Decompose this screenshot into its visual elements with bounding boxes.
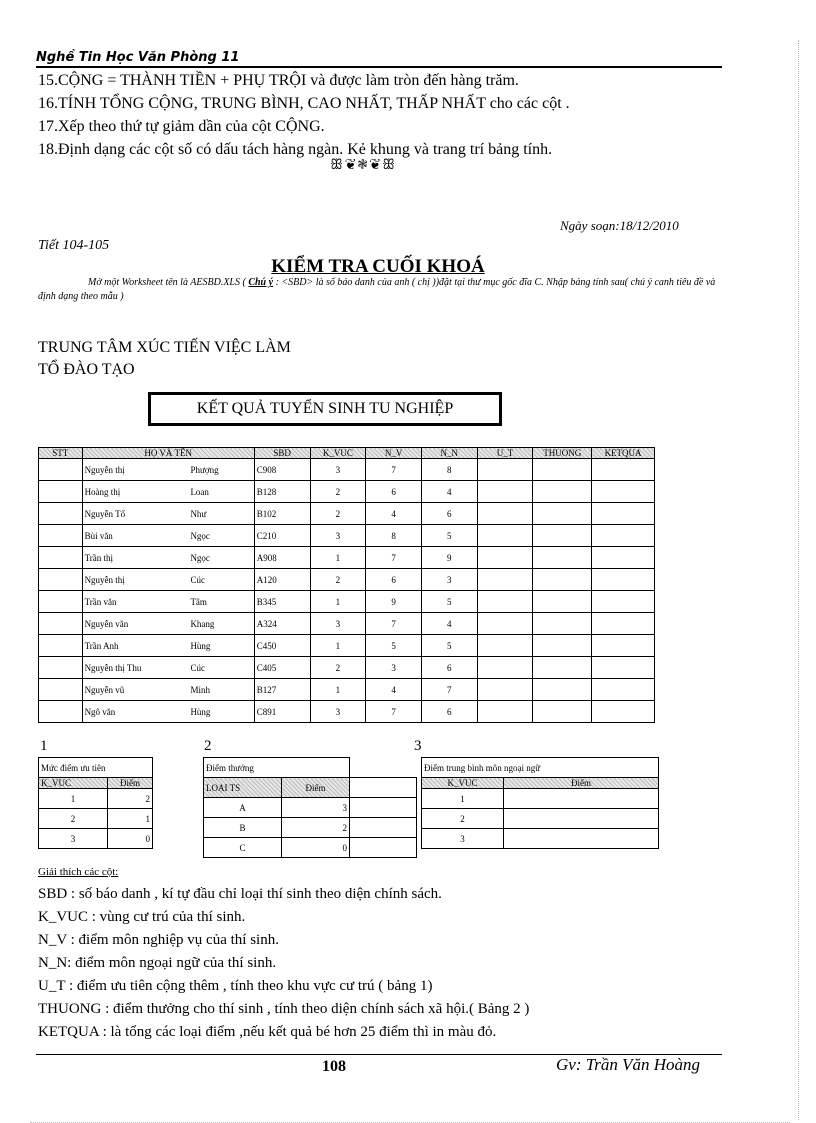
cell-sbd: A908 (254, 547, 310, 569)
table1-number: 1 (40, 738, 48, 754)
intro-paragraph (38, 276, 718, 304)
instruction-18: 18.Định dạng các cột số có dấu tách hàng ngàn. Kẻ khung và trang trí bảng tính. (38, 141, 553, 158)
author-name: Gv: Trần Văn Hoàng (556, 1055, 701, 1074)
instruction-17: 17.Xếp theo thứ tự giảm dần của cột CỘNG. (38, 118, 325, 135)
cell-nv: 8 (366, 525, 422, 547)
cell-nv: 7 (366, 613, 422, 635)
header-sbd: SBD (254, 448, 310, 459)
cell-ketqua (592, 459, 655, 481)
table-row (39, 657, 655, 679)
cell-stt (39, 635, 83, 657)
cell-nn: 5 (421, 525, 477, 547)
cell-key: 3 (39, 829, 108, 849)
cell-ketqua (592, 569, 655, 591)
table-row (39, 701, 655, 723)
cell-ten: Cúc (188, 569, 254, 591)
cell-ut (477, 701, 533, 723)
cell-blank (350, 838, 417, 858)
cell-ut (477, 635, 533, 657)
cell-sbd: C405 (254, 657, 310, 679)
cell-thuong (533, 613, 592, 635)
table-row (39, 503, 655, 525)
table2-header-diem: Điểm (282, 778, 350, 798)
table-row (422, 809, 659, 829)
cell-ten: Cúc (188, 657, 254, 679)
cell-nn: 9 (421, 547, 477, 569)
cell-stt (39, 569, 83, 591)
header-k-vuc: K_VUC (310, 448, 366, 459)
cell-ut (477, 569, 533, 591)
cell-kvuc: 1 (310, 591, 366, 613)
cell-sbd: B128 (254, 481, 310, 503)
cell-thuong (533, 657, 592, 679)
cell-nv: 3 (366, 657, 422, 679)
table-row (39, 481, 655, 503)
cell-ketqua (592, 547, 655, 569)
cell-value: 0 (108, 829, 153, 849)
cell-ten: Phượng (188, 459, 254, 481)
cell-value: 0 (282, 838, 350, 858)
cell-kvuc: 2 (310, 503, 366, 525)
cell-key: 2 (39, 809, 108, 829)
cell-ten: Minh (188, 679, 254, 701)
cell-nn: 6 (421, 701, 477, 723)
cell-key: 1 (422, 789, 504, 809)
table-row (204, 818, 417, 838)
org-line-1: TRUNG TÂM XÚC TIẾN VIỆC LÀM (38, 339, 291, 356)
cell-thuong (533, 459, 592, 481)
intro-part2: : <SBD> là số báo danh của anh ( chị ))đặt tại thư mục gốc đĩa C. Nhập bảng tính sau( chú ý canh tiêu đề và định dạng theo mẫu ) (38, 277, 716, 302)
explanation-nn: N_N: điểm môn ngoại ngữ của thí sinh. (38, 955, 277, 971)
cell-stt (39, 525, 83, 547)
table-row (39, 789, 153, 809)
table-row (204, 838, 417, 858)
cell-ho: Nguyễn thị (82, 569, 188, 591)
cell-thuong (533, 635, 592, 657)
table3-title: Điểm trung bình môn ngoại ngữ (422, 758, 659, 778)
cell-ut (477, 503, 533, 525)
cell-value: 2 (282, 818, 350, 838)
cell-ut (477, 525, 533, 547)
cell-nn: 7 (421, 679, 477, 701)
cell-nv: 9 (366, 591, 422, 613)
table1-header-diem: Điểm (108, 778, 153, 789)
cell-thuong (533, 701, 592, 723)
cell-kvuc: 3 (310, 701, 366, 723)
cell-kvuc: 2 (310, 481, 366, 503)
cell-thuong (533, 481, 592, 503)
table1-header-kvuc: K_VUC (39, 778, 108, 789)
table1-priority-points (38, 757, 153, 849)
cell-ut (477, 591, 533, 613)
header-n-v: N_V (366, 448, 422, 459)
cell-ketqua (592, 613, 655, 635)
explanation-kvuc: K_VUC : vùng cư trú của thí sinh. (38, 909, 246, 925)
table-row (39, 459, 655, 481)
cell-kvuc: 2 (310, 569, 366, 591)
cell-ut (477, 679, 533, 701)
table2-title: Điểm thưởng (204, 758, 350, 778)
cell-ten: Khang (188, 613, 254, 635)
cell-stt (39, 547, 83, 569)
cell-ho: Nguyễn Tố (82, 503, 188, 525)
main-table-header (39, 448, 655, 459)
cell-sbd: B127 (254, 679, 310, 701)
table-row (39, 591, 655, 613)
cell-ten: Như (188, 503, 254, 525)
cell-stt (39, 591, 83, 613)
cell-ketqua (592, 525, 655, 547)
cell-stt (39, 613, 83, 635)
cell-sbd: B345 (254, 591, 310, 613)
table-row (204, 798, 417, 818)
cell-nv: 4 (366, 503, 422, 525)
page-header (36, 48, 722, 68)
cell-sbd: B102 (254, 503, 310, 525)
cell-ut (477, 613, 533, 635)
cell-ten: Hùng (188, 701, 254, 723)
cell-ketqua (592, 701, 655, 723)
cell-thuong (533, 591, 592, 613)
table3-header-diem: Điểm (504, 778, 659, 789)
table-row (39, 809, 153, 829)
ornament: ꕥ❦❃❦ꕥ (330, 158, 398, 173)
header-stt: STT (39, 448, 83, 459)
table3-number: 3 (414, 738, 422, 754)
cell-ten: Ngọc (188, 525, 254, 547)
table2-spacer (350, 758, 417, 778)
cell-key: A (204, 798, 282, 818)
explanations-heading: Giải thích các cột: (38, 866, 119, 878)
table3-language-average (421, 757, 659, 849)
intro-part1: Mở một Worksheet tên là AESBD.XLS ( (88, 277, 249, 288)
cell-ut (477, 657, 533, 679)
cell-nn: 4 (421, 613, 477, 635)
cell-ten: Hùng (188, 635, 254, 657)
cell-ketqua (592, 679, 655, 701)
cell-kvuc: 1 (310, 679, 366, 701)
cell-kvuc: 1 (310, 547, 366, 569)
cell-nv: 6 (366, 481, 422, 503)
table-row (39, 679, 655, 701)
table-row (39, 569, 655, 591)
org-line-2: TỔ ĐÀO TẠO (38, 361, 135, 378)
cell-ho: Nguyễn vũ (82, 679, 188, 701)
cell-ho: Ngô văn (82, 701, 188, 723)
cell-value: 1 (108, 809, 153, 829)
intro-note-label: Chú ý (248, 277, 274, 288)
cell-sbd: C891 (254, 701, 310, 723)
table-row (39, 635, 655, 657)
explanation-sbd: SBD : số báo danh , kí tự đầu chỉ loại thí sinh theo diện chính sách. (38, 886, 442, 902)
cell-value: 3 (282, 798, 350, 818)
explanation-ut: U_T : điểm ưu tiên cộng thêm , tính theo khu vực cư trú ( bảng 1) (38, 978, 433, 994)
cell-nn: 5 (421, 635, 477, 657)
date-prepared: Ngày soạn:18/12/2010 (560, 218, 679, 233)
cell-stt (39, 459, 83, 481)
header-ketqua: KETQUA (592, 448, 655, 459)
cell-nn: 4 (421, 481, 477, 503)
cell-kvuc: 2 (310, 657, 366, 679)
cell-nn: 3 (421, 569, 477, 591)
table1-title: Mức điểm ưu tiên (39, 758, 153, 778)
cell-kvuc: 3 (310, 525, 366, 547)
table-row (422, 829, 659, 849)
cell-ho: Nguyễn thị (82, 459, 188, 481)
page-border-right (798, 40, 799, 1120)
cell-value (504, 789, 659, 809)
cell-ten: Ngọc (188, 547, 254, 569)
cell-sbd: A120 (254, 569, 310, 591)
cell-sbd: C908 (254, 459, 310, 481)
instruction-16: 16.TÍNH TỔNG CỘNG, TRUNG BÌNH, CAO NHẤT, THẤP NHẤT cho các cột . (38, 95, 570, 112)
cell-ho: Nguyễn thị Thu (82, 657, 188, 679)
cell-ho: Nguyễn văn (82, 613, 188, 635)
cell-value: 2 (108, 789, 153, 809)
cell-sbd: C210 (254, 525, 310, 547)
cell-ut (477, 547, 533, 569)
cell-nv: 5 (366, 635, 422, 657)
table-row (422, 789, 659, 809)
cell-key: 1 (39, 789, 108, 809)
cell-stt (39, 701, 83, 723)
cell-ho: Bùi văn (82, 525, 188, 547)
cell-blank (350, 798, 417, 818)
header-title: Nghề Tin Học Văn Phòng 11 (36, 50, 240, 65)
cell-thuong (533, 679, 592, 701)
cell-thuong (533, 547, 592, 569)
table2-bonus-points (203, 757, 417, 858)
table-row (39, 829, 153, 849)
table-row (39, 525, 655, 547)
cell-ho: Trần Anh (82, 635, 188, 657)
cell-stt (39, 657, 83, 679)
instruction-15: 15.CỘNG = THÀNH TIỀN + PHỤ TRỘI và được làm tròn đến hàng trăm. (38, 72, 519, 89)
cell-ho: Trần thị (82, 547, 188, 569)
cell-sbd: C450 (254, 635, 310, 657)
cell-ten: Tâm (188, 591, 254, 613)
table-row (39, 547, 655, 569)
cell-kvuc: 1 (310, 635, 366, 657)
cell-nn: 6 (421, 657, 477, 679)
cell-nv: 4 (366, 679, 422, 701)
page-number: 108 (322, 1058, 346, 1075)
result-box-title (148, 392, 502, 426)
cell-sbd: A324 (254, 613, 310, 635)
explanation-nv: N_V : điểm môn nghiệp vụ của thí sinh. (38, 932, 279, 948)
cell-kvuc: 3 (310, 613, 366, 635)
cell-key: B (204, 818, 282, 838)
cell-thuong (533, 525, 592, 547)
table-row (39, 613, 655, 635)
cell-blank (350, 818, 417, 838)
table2-number: 2 (204, 738, 212, 754)
cell-ten: Loan (188, 481, 254, 503)
cell-ho: Trần văn (82, 591, 188, 613)
cell-nn: 6 (421, 503, 477, 525)
cell-thuong (533, 503, 592, 525)
cell-key: C (204, 838, 282, 858)
header-n-n: N_N (421, 448, 477, 459)
cell-nn: 5 (421, 591, 477, 613)
lesson-number: Tiết 104-105 (38, 238, 110, 253)
header-u-t: U_T (477, 448, 533, 459)
cell-stt (39, 481, 83, 503)
cell-stt (39, 679, 83, 701)
cell-stt (39, 503, 83, 525)
cell-ketqua (592, 503, 655, 525)
header-ho-va-ten: HỌ VÀ TÊN (82, 448, 254, 459)
cell-kvuc: 3 (310, 459, 366, 481)
cell-ut (477, 481, 533, 503)
result-box-title-text: KẾT QUẢ TUYỂN SINH TU NGHIỆP (196, 400, 454, 417)
cell-ketqua (592, 481, 655, 503)
header-thuong: THUONG (533, 448, 592, 459)
cell-ketqua (592, 591, 655, 613)
cell-value (504, 829, 659, 849)
cell-nv: 7 (366, 459, 422, 481)
cell-key: 3 (422, 829, 504, 849)
table3-header-kvuc: K_VUC (422, 778, 504, 789)
cell-ut (477, 459, 533, 481)
cell-ketqua (592, 635, 655, 657)
explanation-thuong: THUONG : điểm thưởng cho thí sinh , tính theo diện chính sách xã hội.( Bảng 2 ) (38, 1001, 530, 1017)
cell-nn: 8 (421, 459, 477, 481)
cell-ho: Hoàng thị (82, 481, 188, 503)
cell-key: 2 (422, 809, 504, 829)
table2-header-loai: LOẠI TS (204, 778, 282, 798)
cell-nv: 7 (366, 701, 422, 723)
cell-nv: 7 (366, 547, 422, 569)
exam-title: KIỂM TRA CUỐI KHOÁ (271, 256, 485, 277)
cell-value (504, 809, 659, 829)
main-table (38, 447, 655, 723)
cell-thuong (533, 569, 592, 591)
explanation-ketqua: KETQUA : là tổng các loại điểm ,nếu kết quả bé hơn 25 điểm thì in màu đỏ. (38, 1024, 497, 1040)
table2-blank-header (350, 778, 417, 798)
cell-nv: 6 (366, 569, 422, 591)
cell-ketqua (592, 657, 655, 679)
